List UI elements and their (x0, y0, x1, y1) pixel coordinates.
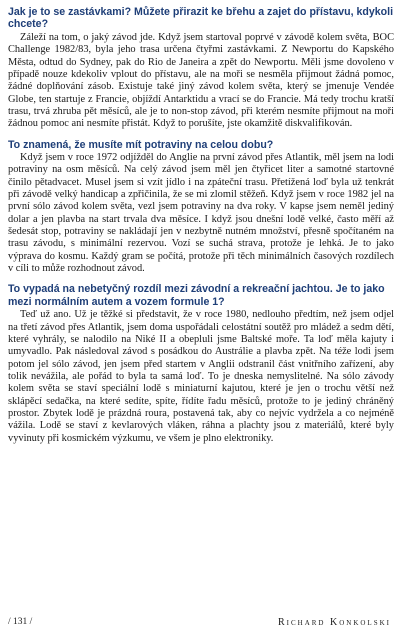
answer-paragraph: Teď už ano. Už je těžké si představit, že v roce 1980, nedlouho předtím, než jsem odjel na třetí závod přes Atlantik, jsem doma uspořádali celostátní soutěž pro mládež a sedm dětí, které vyhrály, se nalodilo na Niké II a obepluli jsme Baltské moře. Ta loď měla kajuty i umyvadlo. Pak následoval závod s posádkou do Austrálie a plavba zpět. Na téže lodi jsem potom jel sólo závod, jen jsem před startem v Anglii odstranil část vnitřního zařízení, aby tolik nevážila, ale pořád to byla ta samá loď. To je dneska nemyslitelné. Na sólo závody kolem světa se staví speciální lodě s miniaturní kajutou, které je jen o trochu větší než sklápěcí sedačka, na které sedíte, spíte, řídíte řadu měsíců, protože to je jediný chráněný prostor. Zbytek lodě je prázdná roura, postavená tak, aby co nejvíc vydržela a co nejméně vážila. Lodě se staví z kevlarových vláken, ráhna a plachty jsou z materiálů, které byly vyvinuty při kosmickém výzkumu, ve všem je plno elektroniky. (8, 309, 394, 444)
section-divider (8, 275, 394, 283)
answer-paragraph: Záleží na tom, o jaký závod jde. Když jsem startoval poprvé v závodě kolem světa, BOC Challenge 1982/83, byla jeho trasa určena čtyřmi zastávkami. Z Newportu do Kapského Města, odtud do Sydney, pak do Rio de Janeira a zpět do Newportu. Měli jsme dovoleno v případě nouze kdekoliv vplout do přístavu, ale na moři se nesměla přijmout žádná pomoc, žádné doplňování zásob. Existuje také jiný závod kolem světa, který se jmenuje Vendée Globe, ten startuje z Francie, objíždí Antarktidu a vrací se do Francie. Má tedy trochu kratší trasu, trvá zhruba pět měsíců, ale je to non-stop závod, při kterém nesmíte přijmout na moři žádnou pomoc ani nesmíte přistát. Když to porušíte, jste okamžitě diskvalifikován. (8, 31, 394, 130)
qa-section-3 (8, 283, 394, 445)
question-heading: To znamená, že musíte mít potraviny na celou dobu? (8, 138, 274, 151)
page-number: / 131 / (8, 617, 33, 627)
author-name: Richard Konkolski (277, 616, 391, 628)
question-heading: Jak je to se zastávkami? Můžete přirazit ke břehu a zajet do přístavu, kdykoli chcete? (8, 6, 394, 31)
answer-paragraph: Když jsem v roce 1972 odjížděl do Anglie na první závod přes Atlantik, měl jsem na lodi potraviny na osm měsíců. Na celý závod jsem měl jen čtyřicet liter a samotné startovné činilo pětadvacet. Musel jsem si vzít jídlo i na zpáteční trasu. Přetížená loď byla už tenkrát při závodě velký handicap a zpřičinila, že se mi zlomil stěžeň. Když jsem v roce 1982 jel na první sólo závod kolem světa, vezl jsem potraviny na dva roky. V kapse jsem neměl jediný dolar a jen plavba na start trvala dva měsíce. I když jsou dnešní lodě velké, často měří až šedesát stop, potraviny se nakládají jen v nezbytně nutném množství, přesně spočítaném na trasu závodu, s minimální rezervou. Vozí se suchá strava, protože je lehká. Je to jako výprava do kosmu. Každý gram se počítá, protože při těch minimálních časových rozdílech v cíli to může rozhodnout závod. (8, 151, 394, 275)
qa-section-1 (8, 6, 394, 131)
question-heading: To vypadá na nebetyčný rozdíl mezi závodní a rekreační jachtou. Je to jako mezi normálním autem a vozem formule 1? (8, 283, 385, 308)
qa-section-2 (8, 139, 394, 276)
section-divider (8, 131, 394, 139)
page-content (8, 6, 394, 445)
page-footer (8, 615, 391, 629)
